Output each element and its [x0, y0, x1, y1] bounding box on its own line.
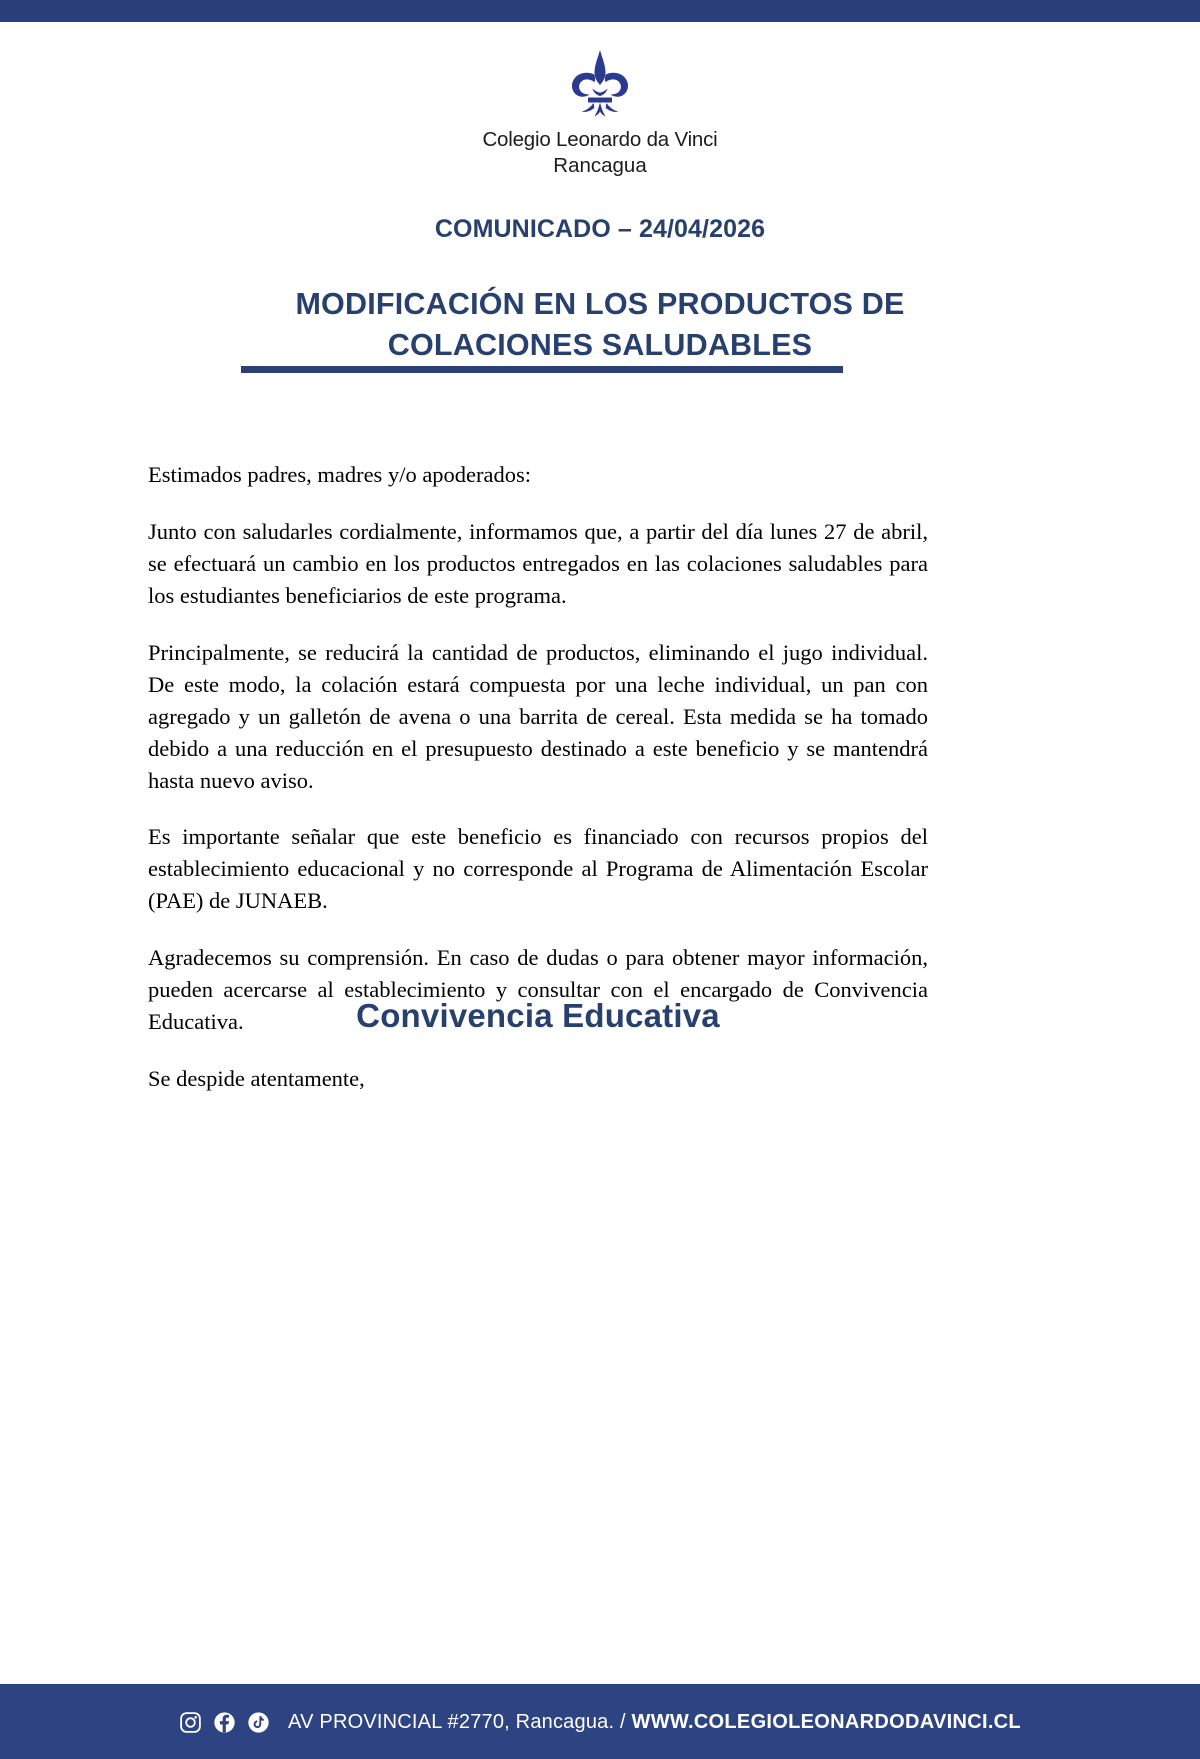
salutation: Estimados padres, madres y/o apoderados: — [148, 462, 532, 487]
footer-website[interactable]: WWW.COLEGIOLEONARDODAVINCI.CL — [631, 1711, 1021, 1733]
page-title-line-1: MODIFICACIÓN EN LOS PRODUCTOS DE — [295, 287, 905, 321]
body-paragraph: Principalmente, se reducirá la cantidad de productos, eliminando el jugo individual. De este modo, la colación estará compuesta por una leche individual, un pan con agregado y un galletón de avena o una barrita de cereal. Esta medida se ha tomado debido a una reducción en el presupuesto destinado a este beneficio y se mantendrá hasta nuevo aviso. — [148, 639, 928, 793]
body-paragraph: Agradecemos su comprensión. En caso de dudas o para obtener mayor información, pueden acercarse al establecimiento y consultar con el encargado de Convivencia Educativa. — [148, 945, 928, 1035]
closing-line: Se despide atentamente, — [148, 1066, 365, 1092]
school-city: Rancagua — [553, 153, 647, 177]
fleur-de-lis-icon — [568, 50, 632, 120]
letterhead — [0, 50, 1200, 178]
facebook-icon[interactable] — [213, 1711, 236, 1734]
school-name: Colegio Leonardo da Vinci — [482, 128, 718, 151]
communique-heading: COMUNICADO – 24/04/2026 — [434, 215, 766, 243]
footer-contact — [288, 1711, 1021, 1734]
footer-separator: / — [620, 1711, 626, 1733]
top-accent-band — [0, 0, 1200, 22]
document-page — [0, 22, 1200, 1471]
title-divider — [241, 366, 843, 373]
signature-block: Convivencia Educativa — [356, 997, 720, 1034]
instagram-icon[interactable] — [179, 1711, 202, 1734]
footer-content — [179, 1711, 1021, 1734]
body-paragraph: Junto con saludarles cordialmente, informamos que, a partir del día lunes 27 de abril, se efectuará un cambio en los productos entregados en las colaciones saludables para los estudiantes beneficiarios de este programa. — [148, 518, 928, 608]
tiktok-icon[interactable] — [247, 1711, 270, 1734]
page-title — [180, 284, 1020, 367]
footer-address: AV PROVINCIAL #2770, Rancagua. — [288, 1711, 615, 1733]
footer-bar — [0, 1684, 1200, 1759]
page-title-line-2: COLACIONES SALUDABLES — [387, 328, 813, 363]
body-paragraph: Es importante señalar que este beneficio es financiado con recursos propios del establecimiento educacional y no corresponde al Programa de Alimentación Escolar (PAE) de JUNAEB. — [148, 824, 928, 914]
